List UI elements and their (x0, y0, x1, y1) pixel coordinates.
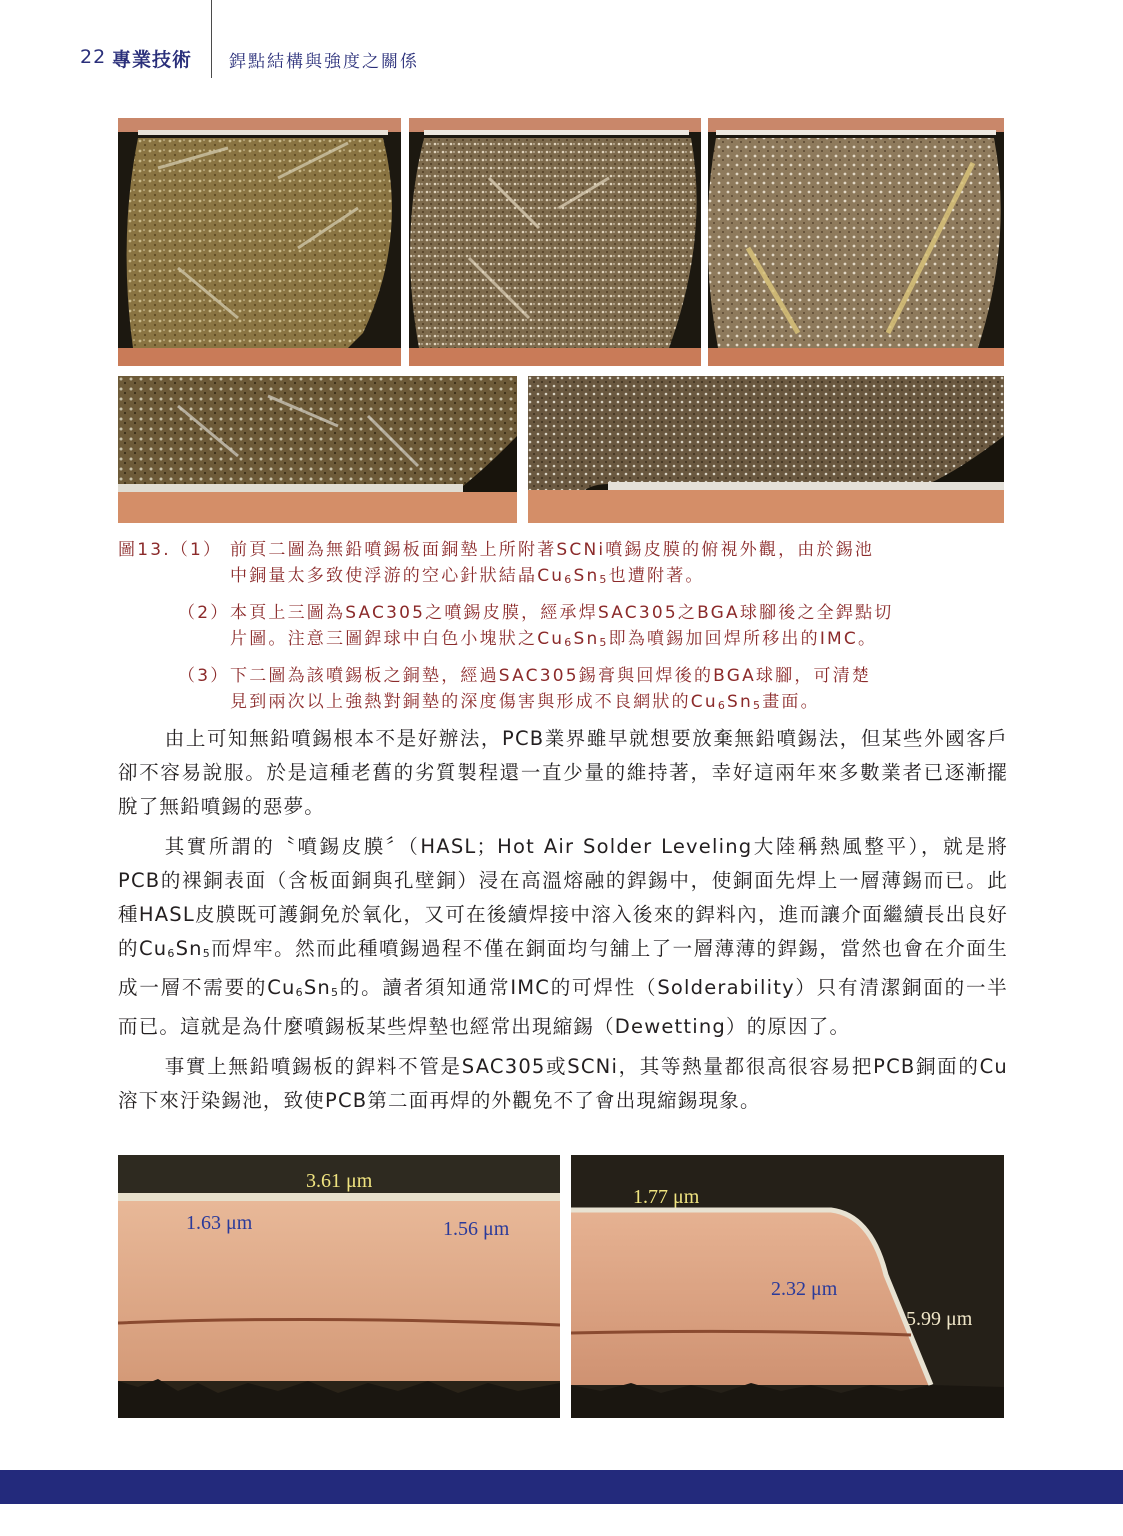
footer-bar (0, 1470, 1123, 1504)
micrograph-top-middle (409, 118, 701, 366)
imc-micrograph-left (118, 1155, 560, 1418)
caption-label-1: 圖13.（1） (118, 540, 223, 560)
section-title: 專業技術 (112, 49, 193, 71)
micrograph-mid-right (528, 376, 1004, 523)
body-text (118, 722, 1008, 1118)
measure-left-3: 1.56 μm (443, 1218, 510, 1240)
caption-label-3: （3） (178, 666, 230, 686)
measure-right-1: 1.77 μm (633, 1186, 700, 1208)
paragraph-2: 其實所謂的〝噴錫皮膜〞（HASL；Hot Air Solder Leveling大陸稱熱風整平），就是將PCB的裸銅表面（含板面銅與孔壁銅）浸在高溫熔融的銲錫中，使銅面先焊上一層薄錫而已。此種HASL皮膜既可護銅免於氧化，又可在後續焊接中溶入後來的銲料內，進而讓介面繼續長出良好的$Cu_6Sn_5$而焊牢。然而此種噴錫過程不僅在銅面均勻舖上了一層薄薄的銲錫，當然也會在介面生成一層不需要的$Cu_6Sn_5$的。讀者須知通常IMC的可焊性（Solderability）只有清潔銅面的一半而已。這就是為什麼噴錫板某些焊墊也經常出現縮錫（Dewetting）的原因了。 (118, 835, 1008, 1038)
micrograph-top-left (118, 118, 401, 366)
caption-item-3 (118, 663, 1008, 719)
measure-right-3: 5.99 μm (906, 1308, 973, 1330)
caption-text-3b: 見到兩次以上強熱對銅墊的深度傷害與形成不良網狀的$Cu_6Sn_5$畫面。 (230, 692, 820, 712)
caption-item-1 (118, 537, 1008, 593)
caption-text-1b: 中銅量太多致使浮游的空心針狀結晶$Cu_6Sn_5$也遭附著。 (230, 566, 705, 586)
imc-micrograph-right (571, 1155, 1004, 1418)
measure-left-2: 1.63 μm (186, 1212, 253, 1234)
caption-text-1a: 前頁二圖為無鉛噴錫板面銅墊上所附著SCNi噴錫皮膜的俯視外觀，由於錫池 (230, 540, 875, 560)
measure-right-2: 2.32 μm (771, 1278, 838, 1300)
caption-text-2b: 片圖。注意三圖銲球中白色小塊狀之$Cu_6Sn_5$即為噴錫加回焊所移出的IMC。 (230, 629, 878, 649)
paragraph-3: 事實上無鉛噴錫板的銲料不管是SAC305或SCNi，其等熱量都很高很容易把PCB銅面的Cu溶下來汙染錫池，致使PCB第二面再焊的外觀免不了會出現縮錫現象。 (118, 1055, 1008, 1112)
caption-item-2 (118, 600, 1008, 656)
caption-label-2: （2） (178, 603, 230, 623)
caption-text-2a: 本頁上三圖為SAC305之噴錫皮膜，經承焊SAC305之BGA球腳後之全銲點切 (230, 603, 894, 623)
page-header (0, 0, 1123, 90)
article-title: 銲點結構與強度之關係 (229, 52, 419, 72)
micrograph-top-right (708, 118, 1004, 366)
figure-caption (118, 537, 1008, 719)
header-divider (211, 0, 212, 78)
micrograph-mid-left (118, 376, 517, 523)
measure-left-1: 3.61 μm (306, 1170, 373, 1192)
paragraph-1: 由上可知無鉛噴錫根本不是好辦法，PCB業界雖早就想要放棄無鉛噴錫法，但某些外國客戶卻不容易說服。於是這種老舊的劣質製程還一直少量的維持著，幸好這兩年來多數業者已逐漸擺脫了無鉛噴錫的惡夢。 (118, 727, 1008, 818)
caption-text-3a: 下二圖為該噴錫板之銅墊，經過SAC305錫膏與回焊後的BGA球腳，可清楚 (230, 666, 872, 686)
page-number: 22 (80, 46, 107, 68)
